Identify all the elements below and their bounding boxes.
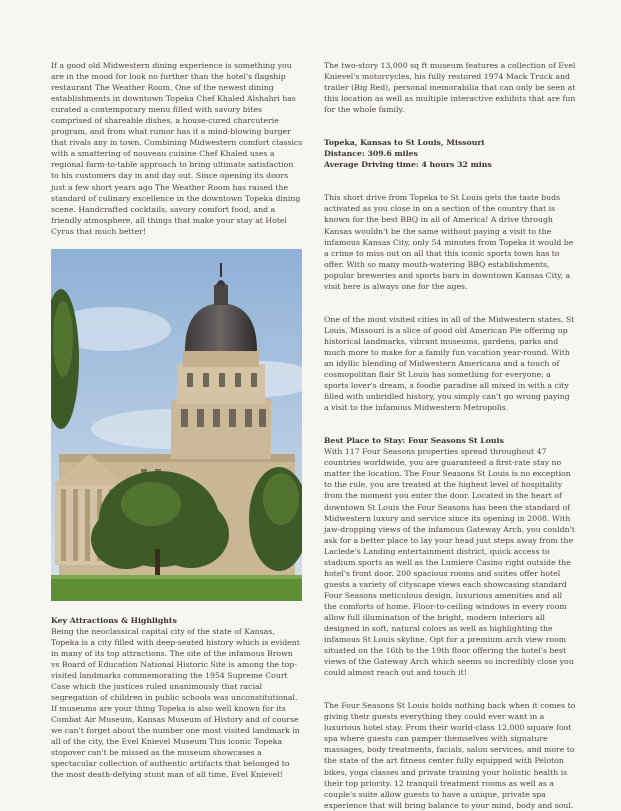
drive-paragraph: This short drive from Topeka to St Louis gets the taste buds activated as you close in on a section of the country that is known for the best BBQ in all of America! A drive through Kansas wouldn't be the same without paying a visit to the infamous Kansas City, only 54 minutes from Topeka it would be a crime to miss out on all that this iconic sports town has to offer. With so many mouth-watering BBQ establishments, popular breweries and sports bars in downtown Kansas City, a visit here is always one for the ages. xyxy=(324,193,574,291)
spa-paragraph: The Four Seasons St Louis holds nothing back when it comes to giving their guests everything they could ever want in a luxurious hotel stay. From their world-class 12,000 square foot spa where guests can pamper themselves with signature massages, body treatments, facials, salon services, and more to the state of the art fitness center fully equipped with Peloton bikes, yoga classes and private training your holistic health is their top priority. 12 tranquil treatment rooms as well as a couple's suite allow guests to have a unique, private spa experience that will bring balance to your mind, body and soul. xyxy=(324,701,576,810)
route-distance: Distance: 309.6 miles xyxy=(324,149,418,159)
st-louis-paragraph: One of the most visited cities in all of the Midwestern states, St Louis, Missouri is a slice of good old American Pie offering up historical landmarks, vibrant museums, gardens, parks and much more to make for a family fun vacation year-round. With an idyllic blending of Midwestern Americana and a touch of cosmopolitan flair St Louis has something for everyone; a sports lover's dream, a foodie paradise all mixed in with a city filled with unbridled history, you simply can't go wrong paying a visit to the infamous Midwestern Metropolis. xyxy=(324,314,575,413)
dining-paragraph: If a good old Midwestern dining experience is something you are in the mood for look no further than the hotel's flagship restaurant The Weather Room. One of the newest dining establishments in downtown Topeka Chef Khaled Alshahri has curated a contemporary menu filled with savory bites comprised of shareable dishes, a house-cured charcuterie program, and from what rumor has it a mind-blowing burger that rivals any in town. Combining Midwestern comfort classics with a smattering of nouveau cuisine Chef Khaled uses a regional farm-to-table approach to bring ultimate satisfaction to his customers day in and day out. Since opening its doors just a few short years ago The Weather Room has raised the standard of culinary excellence in the downtown Topeka dining scene. Handcrafted cocktails, savory comfort food, and a friendly atmosphere, all things that make your stay at Hotel Cyrus that much better! xyxy=(51,61,303,236)
attractions-heading: Key Attractions & Highlights xyxy=(51,615,177,625)
stay-paragraph: With 117 Four Seasons properties spread throughout 47 countries worldwide, you are guaranteed a first-rate stay no matter the location. The Four Seasons St Louis is no exception to the rule, you are treated at the highest level of hospitality from the moment you enter the door. Located in the heart of downtown St Louis the Four Seasons has been the standard of Midwestern luxury and service since its opening in 2008. With jaw-dropping views of the infamous Gateway Arch, you couldn't ask for a better place to lay your head just steps away from the Laclede's Landing entertainment district, quick access to stadium sports as well as the Lumiere Casino right outside the hotel's front door. 200 spacious rooms and suites offer hotel guests a variety of cityscape views each showcasing standard Four Seasons meticulous design, luxurious amenities and all the comforts of home. Floor-to-ceiling windows in every room allow full illumination of the bright, modern interiors all designed in soft, natural colors as well as highlighting the infamous St Louis skyline. Opt for a premium arch view room situated on the 16th to the 19th floor offering the hotel's best views of the Gateway Arch which seems so incredibly close you could almost reach out and touch it! xyxy=(324,447,575,678)
route-title: Topeka, Kansas to St Louis, Missouri xyxy=(324,138,485,148)
left-column xyxy=(51,60,303,780)
attractions-paragraph: Being the neoclassical capital city of the state of Kansas, Topeka is a city filled with deep-seated history which is evident in many of its top attractions. The site of the infamous Brown vs Board of Education National Historic Site is among the top-visited landmarks commemorating the 1954 Supreme Court Case which the justices ruled unanimously that racial segregation of children in public schools was unconstitutional. If museums are your thing Topeka is also well known for its Combat Air Museum, Kansas Museum of History and of course we can't forget about the number one most visited landmark in all of the city, the Evel Knievel Museum This iconic Topeka stopover can't be missed as the museum showcases a spectacular collection of authentic artifacts that belonged to the most death-defying stunt man of all time, Evel Knievel! xyxy=(51,626,300,780)
museum-paragraph: The two-story 13,000 sq ft museum features a collection of Evel Knievel's motorcycles, his fully restored 1974 Mack Truck and trailer (Big Red), personal memorabilia that can only be seen at this location as well as multiple interactive exhibits that are fun for the whole family. xyxy=(324,61,576,115)
route-driving-time: Average Driving time: 4 hours 32 mins xyxy=(324,160,492,170)
capitol-building-photo xyxy=(51,249,302,601)
right-column xyxy=(324,60,576,811)
stay-heading: Best Place to Stay: Four Seasons St Louis xyxy=(324,436,504,446)
